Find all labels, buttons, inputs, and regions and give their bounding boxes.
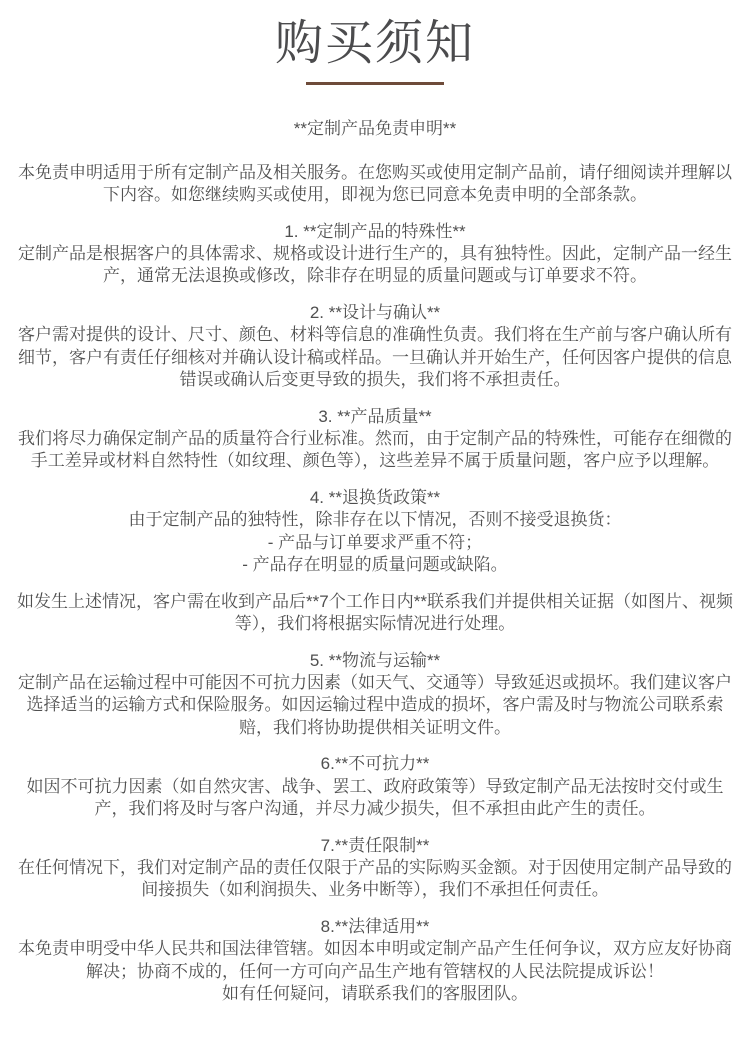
section-text: - 产品与订单要求严重不符； <box>267 532 483 552</box>
section-text: 如有任何疑问，请联系我们的客服团队。 <box>222 984 528 1004</box>
section-text: 我们将尽力确保定制产品的质量符合行业标准。然而，由于定制产品的特殊性，可能存在细微的手工差异或材料自然特性（如纹理、颜色等），这些差异不属于质量问题，客户应予以理解。 <box>18 429 732 471</box>
notice-section <box>10 835 740 902</box>
section-text: 定制产品是根据客户的具体需求、规格或设计进行生产的，具有独特性。因此，定制产品一经生产，通常无法退换或修改，除非存在明显的质量问题或与订单要求不符。 <box>18 243 732 286</box>
section-heading: 2. **设计与确认** <box>309 302 441 322</box>
intro-paragraph: 本免责申明适用于所有定制产品及相关服务。在您购买或使用定制产品前，请仔细阅读并理解以下内容。如您继续购买或使用，即视为您已同意本免责申明的全部条款。 <box>18 162 732 205</box>
title-divider <box>306 82 444 85</box>
sections-container <box>10 221 740 1006</box>
notice-section <box>10 302 740 392</box>
section-heading: 3. **产品质量** <box>318 406 432 426</box>
section-text: 客户需对提供的设计、尺寸、颜色、材料等信息的准确性负责。我们将在生产前与客户确认所有细节，客户有责任仔细核对并确认设计稿或样品。一旦确认并开始生产，任何因客户提供的信息错误或确认后变更导致的损失，我们将不承担责任。 <box>18 325 732 390</box>
section-heading: 1. **定制产品的特殊性** <box>284 221 466 241</box>
notice-section <box>10 487 740 577</box>
page-title: 购买须知 <box>274 17 475 70</box>
section-heading: 4. **退换货政策** <box>309 487 441 507</box>
section-text: 如因不可抗力因素（如自然灾害、战争、罢工、政府政策等）导致定制产品无法按时交付或生产，我们将及时与客户沟通，并尽力减少损失，但不承担由此产生的责任。 <box>26 776 724 819</box>
section-text: - 产品存在明显的质量问题或缺陷。 <box>242 555 508 575</box>
section-text: 本免责申明受中华人民共和国法律管辖。如因本申明或定制产品产生任何争议，双方应友好协商解决；协商不成的，任何一方可向产品生产地有管辖权的人民法院提成诉讼！ <box>18 939 732 981</box>
disclaimer-subtitle: **定制产品免责申明** <box>293 119 457 139</box>
notice-section <box>10 650 740 740</box>
section-heading: 7.**责任限制** <box>320 835 430 855</box>
notice-section <box>10 753 740 820</box>
section-heading: 8.**法律适用** <box>320 916 430 936</box>
section-heading: 5. **物流与运输** <box>309 650 441 670</box>
notice-section <box>10 221 740 288</box>
notice-section <box>10 916 740 1006</box>
notice-section <box>10 591 740 636</box>
notice-section <box>10 406 740 473</box>
section-text: 定制产品在运输过程中可能因不可抗力因素（如天气、交通等）导致延迟或损坏。我们建议客户选择适当的运输方式和保险服务。如因运输过程中造成的损坏，客户需及时与物流公司联系索赔，我们将协助提供相关证明文件。 <box>18 672 732 737</box>
section-text: 如发生上述情况，客户需在收到产品后**7个工作日内**联系我们并提供相关证据（如图片、视频等），我们将根据实际情况进行处理。 <box>17 591 733 634</box>
section-text: 在任何情况下，我们对定制产品的责任仅限于产品的实际购买金额。对于因使用定制产品导致的间接损失（如利润损失、业务中断等），我们不承担任何责任。 <box>18 858 732 900</box>
section-text: 由于定制产品的独特性，除非存在以下情况，否则不接受退换货： <box>128 510 622 530</box>
section-heading: 6.**不可抗力** <box>320 754 430 774</box>
